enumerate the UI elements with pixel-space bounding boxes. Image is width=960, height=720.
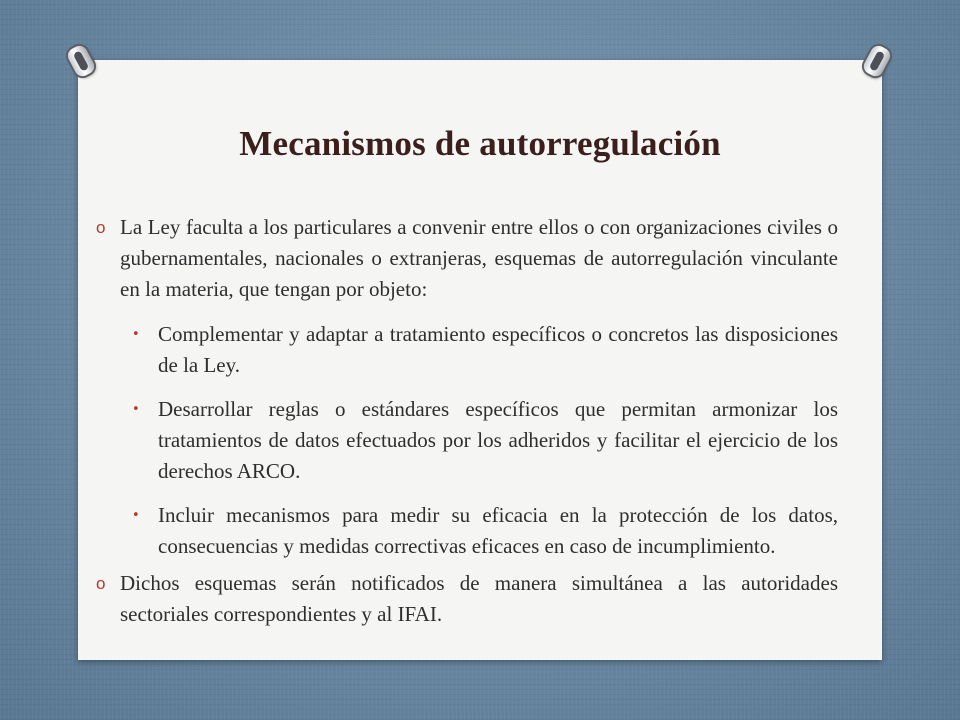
- sub-bullet-text: Incluir mecanismos para medir su eficacia en la protección de los datos, consecuencias y medidas correctivas eficaces en caso de incumplimiento.: [158, 503, 838, 558]
- dot-bullet-icon: •: [132, 402, 140, 417]
- dot-bullet-icon: •: [132, 327, 140, 342]
- sub-bullet-item: [96, 319, 838, 381]
- circle-bullet-icon: o: [96, 218, 106, 237]
- bullet-item: [96, 568, 838, 630]
- sub-bullet-item: [96, 500, 838, 562]
- sub-bullet-text: Desarrollar reglas o estándares específicos que permitan armonizar los tratamientos de datos efectuados por los adheridos y facilitar el ejercicio de los derechos ARCO.: [158, 397, 838, 483]
- dot-bullet-icon: •: [132, 508, 140, 523]
- bullet-text: Dichos esquemas serán notificados de manera simultánea a las autoridades sectoriales correspondientes y al IFAI.: [120, 571, 838, 626]
- sub-bullet-text: Complementar y adaptar a tratamiento específicos o concretos las disposiciones de la Ley.: [158, 322, 838, 377]
- bullet-item: [96, 212, 838, 305]
- slide-body: [96, 212, 838, 644]
- bullet-text: La Ley faculta a los particulares a convenir entre ellos o con organizaciones civiles o gubernamentales, nacionales o extranjeras, esquemas de autorregulación vinculante en la materia, que tengan por objeto:: [120, 215, 838, 301]
- sub-bullet-item: [96, 394, 838, 487]
- circle-bullet-icon: o: [96, 574, 106, 593]
- slide-title: Mecanismos de autorregulación: [239, 124, 721, 163]
